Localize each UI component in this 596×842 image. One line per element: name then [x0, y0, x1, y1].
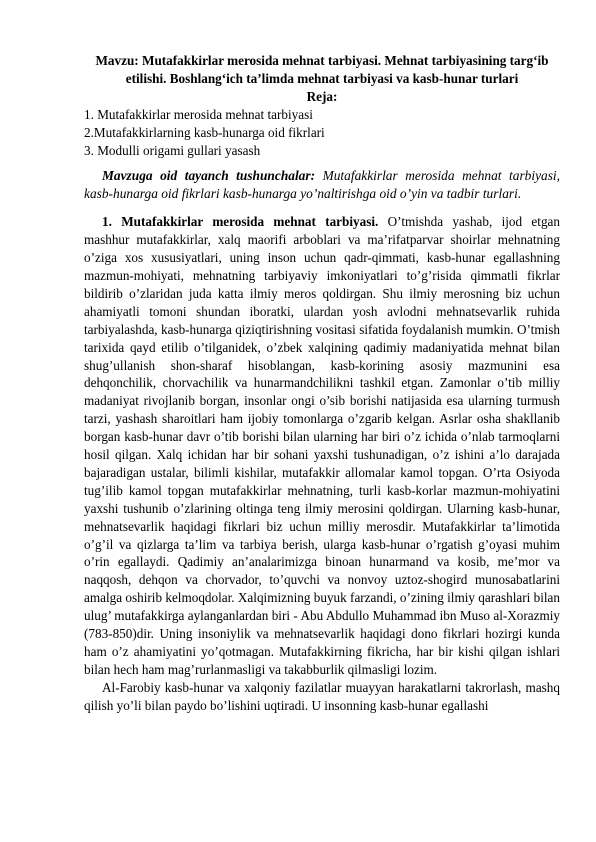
section-1-heading: 1. Mutafakkirlar merosida mehnat tarbiyasi.: [102, 214, 379, 230]
body-paragraph-2: Al-Farobiy kasb-hunar va xalqoniy fazilatlar muayyan harakatlarni takrorlash, mashq qilish yo’li bilan paydo bo’lishini uqtiradi. U insonning kasb-hunar egallashi: [84, 679, 560, 713]
document-title: Mavzu: Mutafakkirlar merosida mehnat tarbiyasi. Mehnat tarbiyasining targ‘ib etilishi. Boshlang‘ich ta’limda mehnat tarbiyasi va kasb-hunar turlari: [95, 53, 549, 86]
key-concepts-text: Mutafakkirlar merosida mehnat tarbiyasi, kasb-hunarga oid fikrlari kasb-hunarga yo’naltirishga oid o’yin va tadbir turlari.: [84, 168, 560, 202]
document-page: [84, 52, 560, 715]
section-1-paragraph: [84, 213, 560, 679]
plan-item: 1. Mutafakkirlar merosida mehnat tarbiyasi: [84, 106, 313, 122]
section-1-body: O’tmishda yashab, ijod etgan mashhur mutafakkirlar, xalq maorifi arboblari va ma’rifatparvar shoirlar mehnatning o’ziga xos xususiyatlari, uning inson uchun qadr-qimmati, kasb-hunar egallashning mazmun-mohiyati, mehnatning tarbiyaviy imkoniyatlari to’g’risida qimmatli fikrlar bildirib o’zlaridan juda katta ilmiy meros qoldirgan. Shu ilmiy merosning biz uchun ahamiyatli tomoni shundan iboratki, ulardan yosh avlodni mehnatsevarlik ruhida tarbiyalashda, kasb-hunarga qiziqtirishning vositasi sifatida foydalanish mumkin. O’tmish tarixida qayd etilib o’tilganidek, o’zbek xalqining qadimiy madaniyatida mehnat bilan shug’ullanish shon-sharaf hisoblangan, kasb-korining asosiy mazmunini esa dehqonchilik, chorvachilik va hunarmandchilikni tashkil etgan. Zamonlar o’tib milliy madaniyat rivojlanib borgan, insonlar ongi o’sib borishi natijasida esa ularning turmush tarzi, yashash sharoitlari ham ijobiy tomonlarga o’zgarib kelgan. Asrlar osha shakllanib borgan kasb-hunar davr o’tib borishi bilan ularning har biri o’z ichida o’nlab tarmoqlarni hosil qilgan. Xalq ichidan har bir sohani yaxshi tushunadigan, o’z ishini a’lo darajada bajaradigan ustalar, bilimli kishilar, mutafakkir allomalar kamol topgan. O’rta Osiyoda tug’ilib kamol topgan mutafakkirlar mehnatning, turli kasb-korlar mazmun-mohiyatini yaxshi tushunib o’zlarining oltinga teng ilmiy merosini qoldirgan. Ularning kasb-hunar, mehnatsevarlik haqidagi fikrlari biz uchun milliy merosdir. Mutafakkirlar ta’limotida o’g’il va qizlarga ta’lim va tarbiya berish, ularga kasb-hunar o’rgatish g’oyasi muhim o’rin egallaydi. Qadimiy an’analarimizga binoan hunarmand va kosib, me’mor va naqqosh, dehqon va chorvador, to’quvchi va nonvoy uztoz-shogird munosabatlarini amalga oshirib kelmoqdolar. Xalqimizning buyuk farzandi, o’zining ilmiy qarashlari bilan ulug’ mutafakkirga aylanganlardan biri - Abu Abdullo Muhammad ibn Muso al-Xorazmiy (783-850)dir. Uning insoniylik va mehnatsevarlik haqidagi dono fikrlari hozirgi kunda ham o’z ahamiyatini yo’qotmagan. Mutafakkirning fikricha, har bir kishi qilgan ishlari bilan hech ham mag’rurlanmasligi va takabburlik qilmasligi lozim.: [84, 214, 560, 677]
plan-item: 2.Mutafakkirlarning kasb-hunarga oid fikrlari: [84, 124, 325, 140]
key-concepts-label: Mavzuga oid tayanch tushunchalar:: [102, 168, 316, 184]
plan-heading: Reja:: [306, 88, 338, 104]
plan-list: [84, 106, 560, 160]
plan-item: 3. Modulli origami gullari yasash: [84, 142, 261, 158]
key-concepts-paragraph: [84, 167, 560, 203]
